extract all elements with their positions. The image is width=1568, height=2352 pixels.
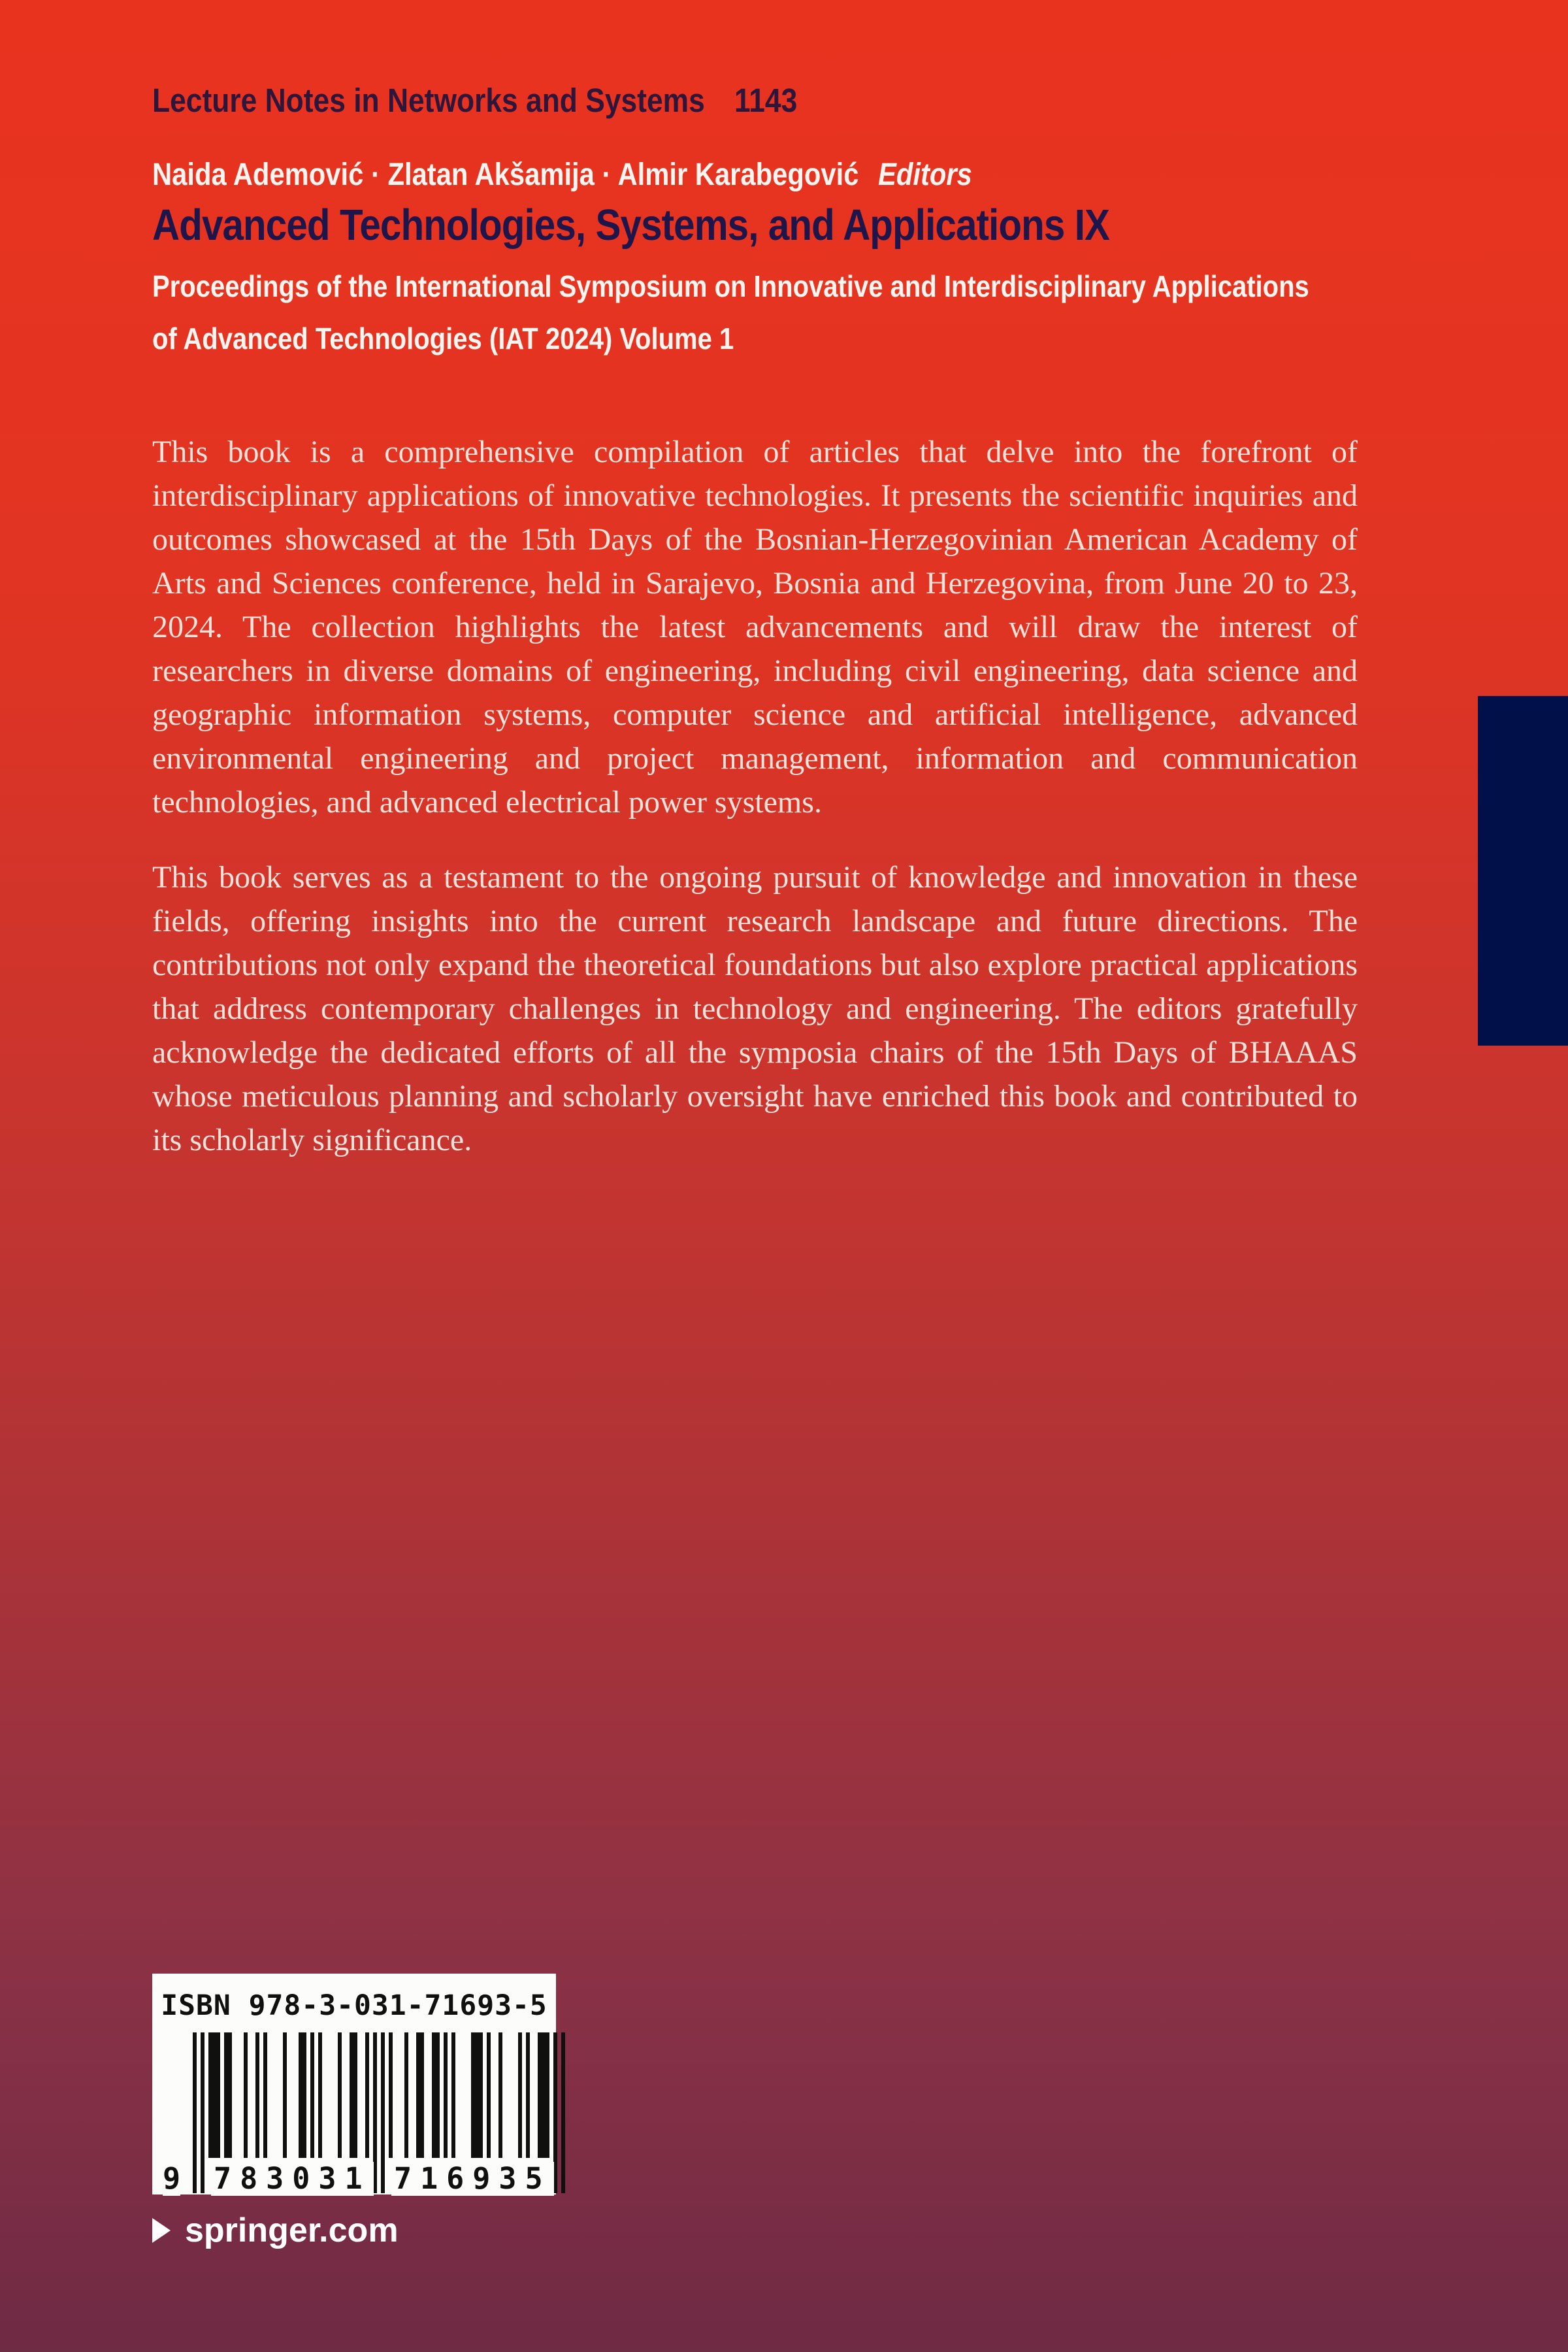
editor-names: Naida Ademović · Zlatan Akšamija · Almir Karabegović <box>152 157 859 192</box>
isbn-panel <box>152 1974 556 2195</box>
editors-line <box>152 157 972 193</box>
barcode-digits-right-group: 716935 <box>391 2162 554 2196</box>
barcode-digit-lead: 9 <box>163 2161 181 2196</box>
isbn-number-label: ISBN 978-3-031-71693-5 <box>161 1989 547 2022</box>
editors-role-label: Editors <box>878 157 972 192</box>
springer-site-label: springer.com <box>185 2211 399 2249</box>
book-title: Advanced Technologies, Systems, and Applications IX <box>152 201 1110 250</box>
right-triangle-icon <box>152 2218 171 2243</box>
series-line <box>152 81 797 120</box>
description-paragraph-1: This book is a comprehensive compilation of articles that delve into the forefront of interdisciplinary applications of innovative technologies. It presents the scientific inquiries and outcomes showcased at the 15th Days of the Bosnian-Herzegovinian American Academy of Arts and Sciences conference, held in Sarajevo, Bosnia and Herzegovina, from June 20 to 23, 2024. The collection highlights the latest advancements and will draw the interest of researchers in diverse domains of engineering, including civil engineering, data science and geographic information systems, computer science and artificial intelligence, advanced environmental engineering and project management, information and communication technologies, and advanced electrical power systems. <box>152 435 1358 820</box>
description-paragraph-2: This book serves as a testament to the ongoing pursuit of knowledge and innovation in these fields, offering insights into the current research landscape and future directions. The contributions not only expand the theoretical foundations but also explore practical applications that address contemporary challenges in technology and engineering. The editors gratefully acknowledge the dedicated efforts of all the symposia chairs of the 15th Days of BHAAAS whose meticulous planning and scholarly oversight have enriched this book and contributed to its scholarly significance. <box>152 860 1358 1157</box>
book-subtitle <box>152 260 1309 365</box>
barcode-module <box>561 2032 565 2193</box>
navy-accent-tab <box>1478 696 1568 1046</box>
series-number: 1143 <box>734 82 798 119</box>
back-cover-description <box>152 430 1358 1193</box>
publisher-footer <box>152 2211 399 2250</box>
series-title: Lecture Notes in Networks and Systems <box>152 82 705 119</box>
barcode-digits-left-group: 783031 <box>211 2162 374 2196</box>
subtitle-line-2: of Advanced Technologies (IAT 2024) Volume 1 <box>152 322 734 356</box>
subtitle-line-1: Proceedings of the International Symposium on Innovative and Interdisciplinary Applications <box>152 269 1309 303</box>
ean13-barcode <box>163 2032 565 2196</box>
